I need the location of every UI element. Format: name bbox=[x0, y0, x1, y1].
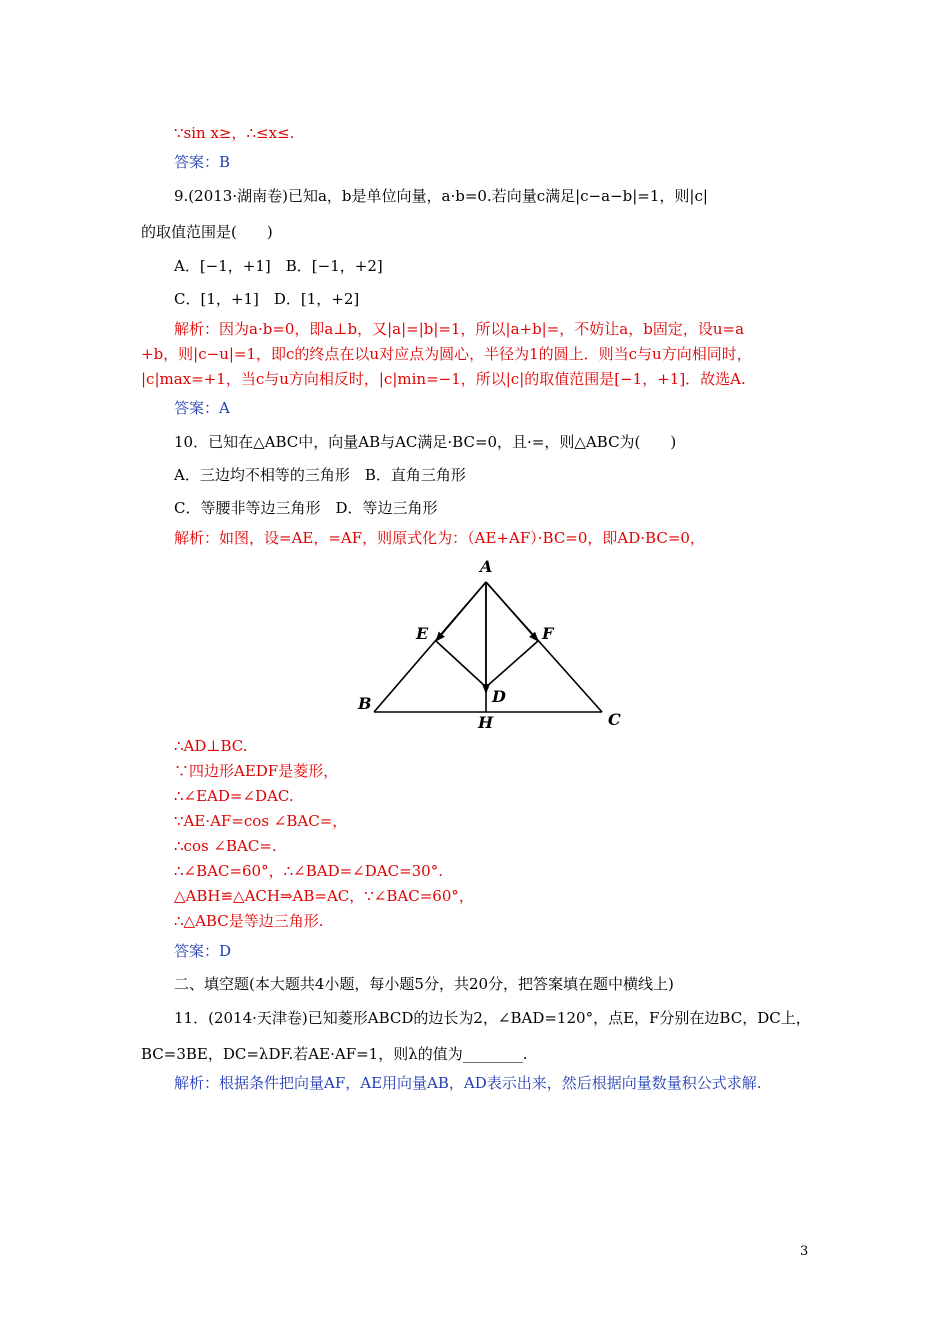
vector-af bbox=[486, 582, 538, 641]
solution-line: 解析：因为a·b=0，即a⊥b，又|a|=|b|=1，所以|a+b|=，不妨让a，b固定，设u=a bbox=[174, 320, 745, 338]
option-line: A．[−1，+1] B．[−1，+2] bbox=[174, 257, 383, 275]
solution-line: ∴∠EAD=∠DAC. bbox=[174, 787, 294, 805]
option-line: A．三边均不相等的三角形 B．直角三角形 bbox=[174, 466, 466, 484]
label-c: C bbox=[608, 710, 621, 729]
question-9-line: 9.(2013·湖南卷)已知a，b是单位向量，a·b=0.若向量c满足|c−a−b|=1，则|c| bbox=[174, 187, 708, 205]
question-11-line: 11．(2014·天津卷)已知菱形ABCD的边长为2，∠BAD=120°，点E，F分别在边BC，DC上， bbox=[174, 1009, 811, 1027]
text-line: ∵sin x≥，∴≤x≤. bbox=[174, 124, 295, 142]
answer-line: 答案：D bbox=[174, 942, 232, 960]
label-f: F bbox=[542, 624, 554, 643]
page-number: 3 bbox=[800, 1244, 809, 1259]
solution-line: ∴∠BAC=60°，∴∠BAD=∠DAC=30°. bbox=[174, 862, 443, 880]
segment-ed bbox=[436, 641, 486, 687]
label-e: E bbox=[416, 624, 429, 643]
solution-line: △ABH≌△ACH⇒AB=AC，∵∠BAC=60°， bbox=[174, 887, 474, 905]
solution-line: ∴AD⊥BC. bbox=[174, 737, 248, 755]
solution-line: ∵四边形AEDF是菱形， bbox=[174, 762, 339, 780]
vector-ae bbox=[436, 582, 486, 641]
solution-line: ∵AE·AF=cos ∠BAC=， bbox=[174, 812, 348, 830]
label-a: A bbox=[480, 557, 493, 576]
label-b: B bbox=[358, 694, 372, 713]
question-10-line: 10．已知在△ABC中，向量AB与AC满足·BC=0，且·=，则△ABC为( ) bbox=[174, 433, 677, 451]
label-d: D bbox=[492, 687, 506, 706]
solution-line: +b，则|c−u|=1，即c的终点在以u对应点为圆心，半径为1的圆上．则当c与u方向相同时， bbox=[141, 345, 752, 363]
solution-line: ∴△ABC是等边三角形. bbox=[174, 912, 324, 930]
label-h: H bbox=[478, 713, 494, 732]
question-9-line: 的取值范围是( ) bbox=[141, 223, 273, 241]
option-line: C．[1，+1] D．[1，+2] bbox=[174, 290, 360, 308]
solution-line: ∴cos ∠BAC=. bbox=[174, 837, 277, 855]
solution-line: |c|max=+1，当c与u方向相反时，|c|min=−1，所以|c|的取值范围是[−1，+1]．故选A. bbox=[141, 370, 746, 388]
solution-line: 解析：根据条件把向量AF，AE用向量AB，AD表示出来，然后根据向量数量积公式求解. bbox=[174, 1074, 762, 1092]
solution-line: 解析：如图，设=AE，=AF，则原式化为：（AE+AF）·BC=0，即AD·BC=0， bbox=[174, 529, 705, 547]
section-heading: 二、填空题(本大题共4小题，每小题5分，共20分，把答案填在题中横线上) bbox=[174, 975, 674, 993]
triangle-diagram bbox=[352, 555, 622, 733]
segment-fd bbox=[486, 641, 538, 687]
question-11-line: BC=3BE，DC=λDF.若AE·AF=1，则λ的值为________. bbox=[141, 1045, 528, 1063]
option-line: C．等腰非等边三角形 D．等边三角形 bbox=[174, 499, 438, 517]
answer-line: 答案：B bbox=[174, 153, 231, 171]
answer-line: 答案：A bbox=[174, 399, 230, 417]
